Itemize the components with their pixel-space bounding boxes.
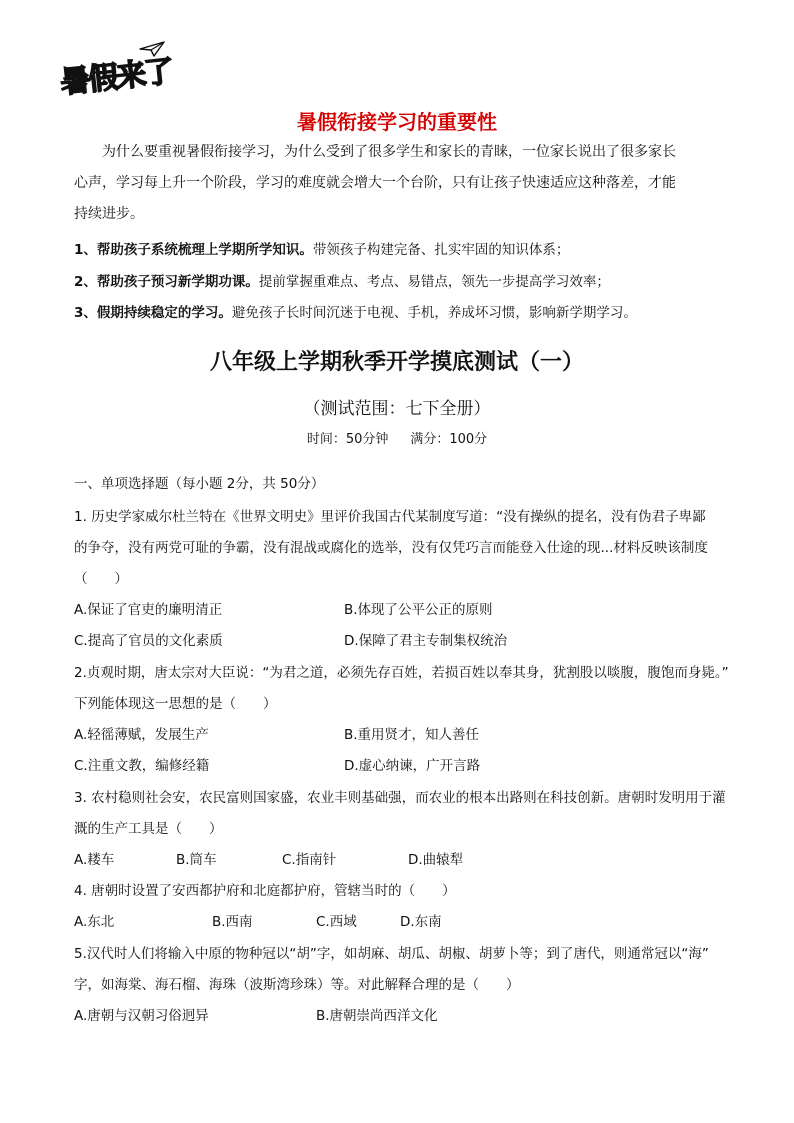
benefit-text: 提前掌握重难点、考点、易错点，领先一步提高学习效率； — [258, 274, 610, 290]
intro-line: 心声，学习每上升一个阶段，学习的难度就会增大一个台阶，只有让孩子快速适应这种落差，才能 — [74, 175, 676, 191]
question-1-line: 的争夺，没有两党可耻的争霸，没有混战或腐化的选举，没有仅凭巧言而能登入仕途的现...材料反映该制度 — [74, 540, 708, 556]
question-3-option-b: B.筒车 — [176, 852, 217, 868]
summer-logo — [60, 40, 185, 104]
question-3-option-c: C.指南针 — [282, 852, 337, 868]
benefit-heading: 1、帮助孩子系统梳理上学期所学知识。 — [74, 242, 313, 258]
benefit-item — [74, 301, 734, 321]
question-4-line: 4. 唐朝时设置了安西都护府和北庭都护府，管辖当时的（ ） — [74, 883, 456, 899]
question-1-answer-blank: （ ） — [74, 571, 128, 587]
question-4-option-d: D.东南 — [400, 914, 442, 930]
question-4-option-c: C.西域 — [316, 914, 357, 930]
question-1-line: 1. 历史学家威尔杜兰特在《世界文明史》里评价我国古代某制度写道：“没有操纵的提名，没有伪君子卑鄙 — [74, 509, 706, 525]
question-2-option-b: B.重用贤才，知人善任 — [344, 727, 480, 743]
question-1-option-b: B.体现了公平公正的原则 — [344, 602, 493, 618]
exam-time: 时间：50分钟 — [306, 432, 389, 447]
paper-plane-icon — [138, 40, 166, 58]
question-1-option-d: D.保障了君主专制集权统治 — [344, 633, 508, 649]
question-4-option-b: B.西南 — [212, 914, 253, 930]
benefit-item — [74, 238, 734, 258]
question-3-line: 溉的生产工具是（ ） — [74, 821, 223, 837]
question-2-option-d: D.虚心纳谏，广开言路 — [344, 758, 481, 774]
benefit-text: 带领孩子构建完备、扎实牢固的知识体系； — [312, 242, 570, 258]
exam-meta — [0, 428, 794, 447]
notice-title: 暑假衔接学习的重要性 — [297, 110, 497, 134]
benefit-item — [74, 270, 734, 290]
benefit-heading: 3、假期持续稳定的学习。 — [74, 305, 232, 321]
intro-line: 持续进步。 — [74, 206, 144, 222]
question-1-option-c: C.提高了官员的文化素质 — [74, 633, 223, 649]
question-5-option-a: A.唐朝与汉朝习俗迥异 — [74, 1008, 209, 1024]
intro-line: 为什么要重视暑假衔接学习，为什么受到了很多学生和家长的青睐，一位家长说出了很多家长 — [102, 144, 676, 160]
question-3-option-d: D.曲辕犁 — [408, 852, 464, 868]
question-2-option-a: A.轻徭薄赋，发展生产 — [74, 727, 209, 743]
question-4-option-a: A.东北 — [74, 914, 115, 930]
question-3-option-a: A.耧车 — [74, 852, 115, 868]
question-3-line: 3. 农村稳则社会安，农民富则国家盛，农业丰则基础强，而农业的根本出路则在科技创新。唐朝时发明用于灌 — [74, 790, 726, 806]
question-2-line: 2.贞观时期，唐太宗对大臣说：“为君之道，必须先存百姓，若损百姓以奉其身，犹割股以啖腹，腹饱而身毙。” — [74, 665, 729, 681]
question-2-option-c: C.注重文教，编修经籍 — [74, 758, 210, 774]
exam-range: （测试范围：七下全册） — [303, 399, 491, 419]
question-2-line: 下列能体现这一思想的是（ ） — [74, 696, 277, 712]
question-5-line: 5.汉代时人们将输入中原的物种冠以“胡”字，如胡麻、胡瓜、胡椒、胡萝卜等；到了唐代，则通常冠以“海” — [74, 946, 709, 962]
benefit-heading: 2、帮助孩子预习新学期功课。 — [74, 274, 259, 290]
logo-text: 暑假来了 — [58, 54, 174, 101]
exam-score: 满分：100分 — [410, 432, 488, 447]
section-heading: 一、单项选择题（每小题 2分，共 50分） — [74, 476, 325, 492]
benefit-text: 避免孩子长时间沉迷于电视、手机，养成坏习惯，影响新学期学习。 — [231, 305, 637, 321]
question-1-option-a: A.保证了官吏的廉明清正 — [74, 602, 223, 618]
question-5-option-b: B.唐朝崇尚西洋文化 — [316, 1008, 438, 1024]
notice-intro — [74, 137, 724, 230]
exam-title: 八年级上学期秋季开学摸底测试（一） — [209, 349, 584, 375]
question-5-line: 字，如海棠、海石榴、海珠（波斯湾珍珠）等。对此解释合理的是（ ） — [74, 977, 520, 993]
